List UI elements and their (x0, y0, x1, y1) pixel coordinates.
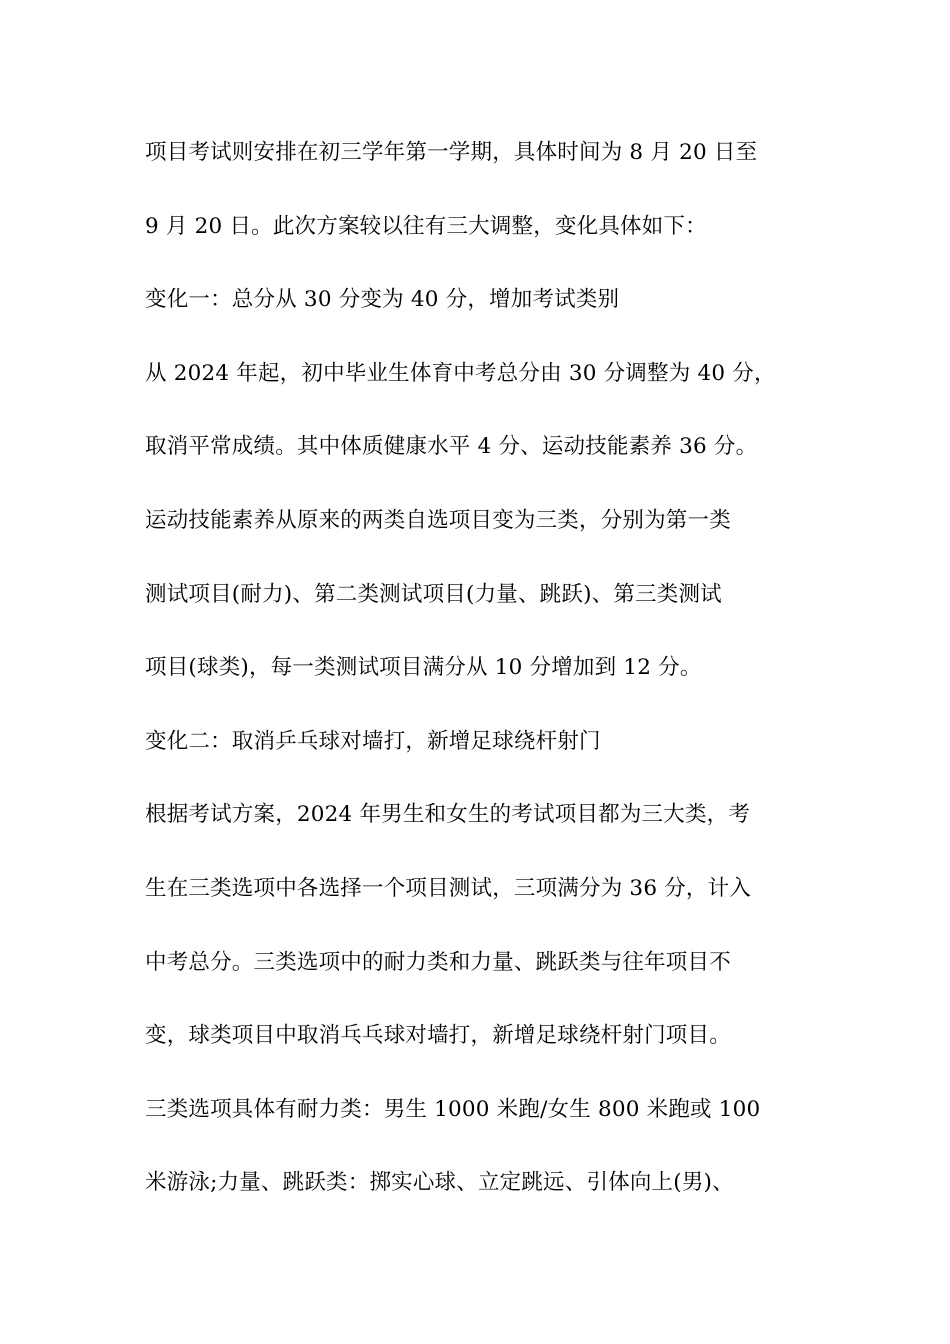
text-line: 项目考试则安排在初三学年第一学期，具体时间为 8 月 20 日至 (145, 140, 758, 165)
text-line: 9 月 20 日。此次方案较以往有三大调整，变化具体如下： (145, 213, 707, 239)
text-line: 中考总分。三类选项中的耐力类和力量、跳跃类与往年项目不 (145, 949, 731, 975)
text-line: 生在三类选项中各选择一个项目测试，三项满分为 36 分，计入 (145, 875, 752, 901)
text-line: 项目(球类)，每一类测试项目满分从 10 分增加到 12 分。 (145, 655, 702, 681)
body-text (145, 130, 810, 1234)
text-line: 取消平常成绩。其中体质健康水平 4 分、运动技能素养 36 分。 (145, 434, 758, 460)
text-line: 从 2024 年起，初中毕业生体育中考总分由 30 分调整为 40 分， (145, 360, 776, 386)
section-heading: 变化二：取消乒乓球对墙打，新增足球绕杆射门 (145, 728, 601, 754)
text-line: 根据考试方案，2024 年男生和女生的考试项目都为三大类，考 (145, 802, 751, 828)
text-line: 运动技能素养从原来的两类自选项目变为三类，分别为第一类 (145, 507, 731, 533)
text-line: 三类选项具体有耐力类：男生 1000 米跑/女生 800 米跑或 100 (145, 1096, 761, 1122)
text-line: 测试项目(耐力)、第二类测试项目(力量、跳跃)、第三类测试 (145, 581, 722, 607)
section-heading: 变化一：总分从 30 分变为 40 分，增加考试类别 (145, 287, 620, 313)
text-line: 变，球类项目中取消乓乓球对墙打，新增足球绕杆射门项目。 (145, 1023, 731, 1049)
text-line: 米游泳;力量、跳跃类：掷实心球、立定跳远、引体向上(男)、 (145, 1170, 734, 1196)
